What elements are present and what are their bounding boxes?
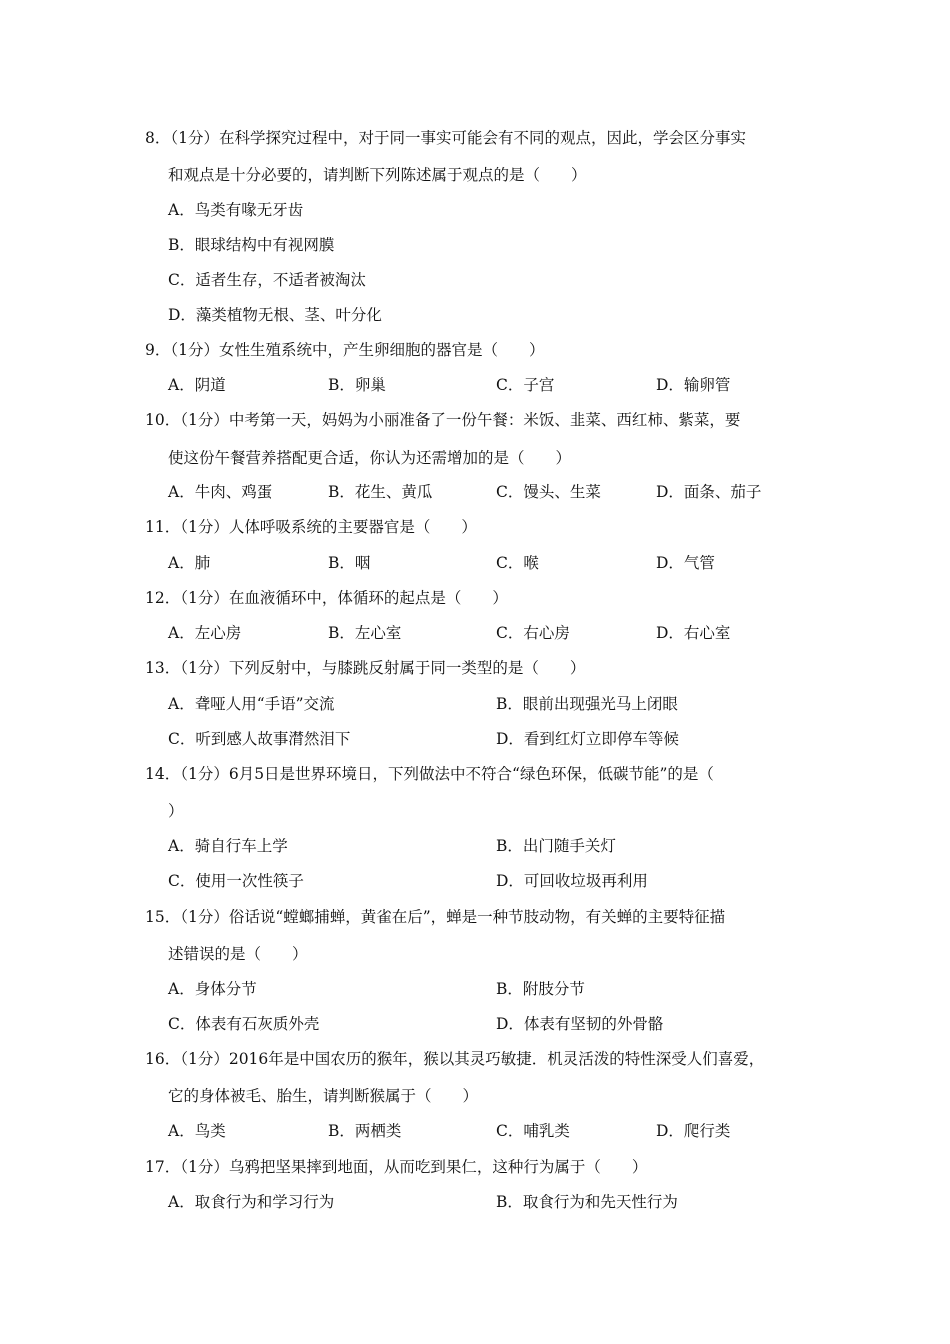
question-16-option-a: A．鸟类 [168,1122,226,1140]
question-15-option-c: C．体表有石灰质外壳 [168,1015,320,1033]
question-8-option-b: B．眼球结构中有视网膜 [168,236,335,254]
question-10-stem-line-1: 10．（1分）中考第一天，妈妈为小丽准备了一份午餐：米饭、韭菜、西红柿、紫菜，要 [145,411,741,429]
question-16-option-c: C．哺乳类 [496,1122,570,1140]
question-16-option-d: D．爬行类 [656,1122,731,1140]
question-17-stem: 17．（1分）乌鸦把坚果摔到地面，从而吃到果仁，这种行为属于（ ） [145,1158,648,1176]
question-14-stem-line-2: ） [168,802,184,820]
question-15-option-d: D．体表有坚韧的外骨骼 [496,1015,664,1033]
question-10-option-d: D．面条、茄子 [656,483,762,501]
question-11-option-d: D．气管 [656,554,715,572]
question-14-option-a: A．骑自行车上学 [168,837,288,855]
question-9-option-b: B．卵巢 [328,376,386,394]
question-14-option-d: D．可回收垃圾再利用 [496,872,648,890]
question-9-option-c: C．子宫 [496,376,555,394]
question-11-stem: 11．（1分）人体呼吸系统的主要器官是（ ） [145,518,477,536]
question-17-option-a: A．取食行为和学习行为 [168,1193,335,1211]
question-9-option-a: A．阴道 [168,376,226,394]
question-10-option-b: B．花生、黄瓜 [328,483,433,501]
question-13-option-c: C．听到感人故事潸然泪下 [168,730,351,748]
question-10-stem-line-2: 使这份午餐营养搭配更合适，你认为还需增加的是（ ） [168,449,572,467]
question-13-option-d: D．看到红灯立即停车等候 [496,730,679,748]
question-11-option-b: B．咽 [328,554,371,572]
question-16-option-b: B．两栖类 [328,1122,402,1140]
question-10-option-a: A．牛肉、鸡蛋 [168,483,273,501]
question-17-option-b: B．取食行为和先天性行为 [496,1193,678,1211]
question-12-option-c: C．右心房 [496,624,570,642]
question-14-option-c: C．使用一次性筷子 [168,872,304,890]
question-8-stem-line-1: 8．（1分）在科学探究过程中，对于同一事实可能会有不同的观点，因此，学会区分事实 [145,129,746,147]
question-8-option-d: D．藻类植物无根、茎、叶分化 [168,306,382,324]
question-16-stem-line-1: 16．（1分）2016年是中国农历的猴年，猴以其灵巧敏捷．机灵活泼的特性深受人们喜爱， [145,1050,765,1068]
question-8-stem-line-2: 和观点是十分必要的，请判断下列陈述属于观点的是（ ） [168,166,587,184]
question-10-option-c: C．馒头、生菜 [496,483,601,501]
question-12-stem: 12．（1分）在血液循环中，体循环的起点是（ ） [145,589,508,607]
question-9-stem: 9．（1分）女性生殖系统中，产生卵细胞的器官是（ ） [145,341,545,359]
question-14-option-b: B．出门随手关灯 [496,837,616,855]
question-9-option-d: D．输卵管 [656,376,731,394]
question-13-option-b: B．眼前出现强光马上闭眼 [496,695,678,713]
question-12-option-d: D．右心室 [656,624,731,642]
question-11-option-a: A．肺 [168,554,211,572]
question-14-stem-line-1: 14．（1分）6月5日是世界环境日，下列做法中不符合“绿色环保，低碳节能”的是（ [145,765,714,783]
question-13-option-a: A．聋哑人用“手语”交流 [168,695,335,713]
question-15-option-a: A．身体分节 [168,980,257,998]
question-13-stem: 13．（1分）下列反射中，与膝跳反射属于同一类型的是（ ） [145,659,586,677]
question-11-option-c: C．喉 [496,554,539,572]
question-15-stem-line-1: 15．（1分）俗话说“螳螂捕蝉，黄雀在后”，蝉是一种节肢动物，有关蝉的主要特征描 [145,908,726,926]
question-15-stem-line-2: 述错误的是（ ） [168,945,308,963]
question-8-option-c: C．适者生存，不适者被淘汰 [168,271,366,289]
question-12-option-b: B．左心室 [328,624,402,642]
question-16-stem-line-2: 它的身体被毛、胎生，请判断猴属于（ ） [168,1087,479,1105]
question-12-option-a: A．左心房 [168,624,242,642]
question-8-option-a: A．鸟类有喙无牙齿 [168,201,304,219]
question-15-option-b: B．附肢分节 [496,980,585,998]
